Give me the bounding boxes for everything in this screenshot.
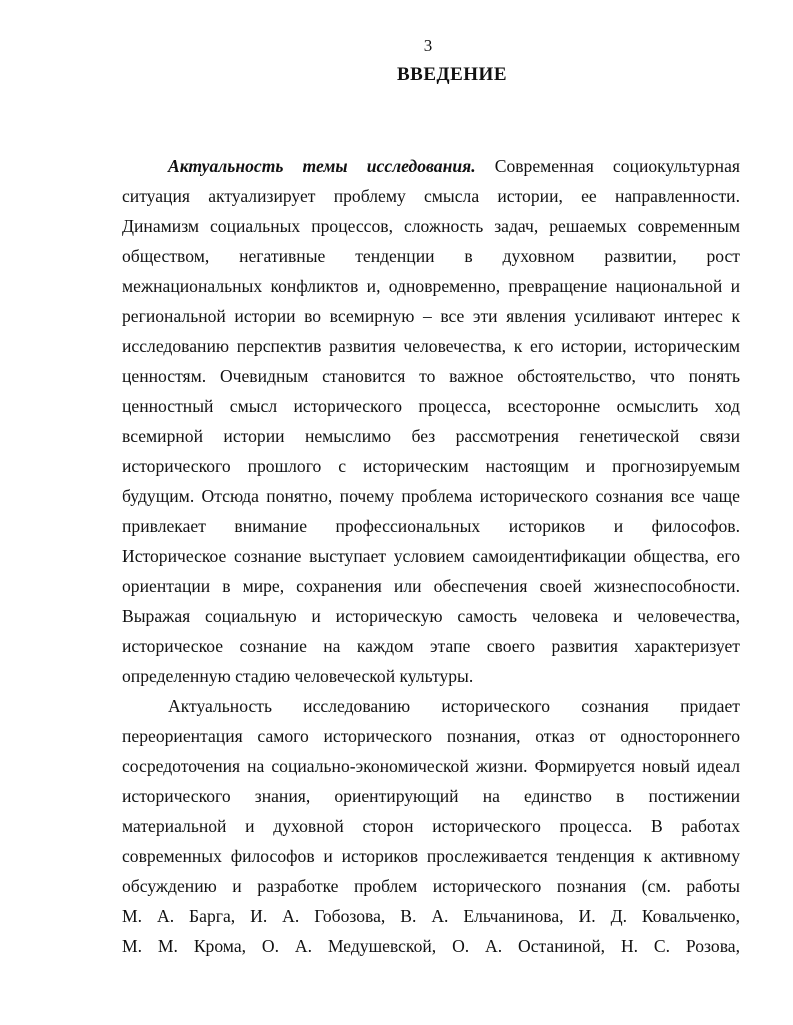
paragraph-1	[122, 151, 740, 691]
text-line: привлекает внимание профессиональных историков и философов.	[122, 516, 740, 536]
text-line: ориентации в мире, сохранения или обеспечения своей жизнеспособности.	[122, 576, 740, 596]
lead-emphasis: Актуальность темы исследования.	[168, 156, 476, 176]
text-line: будущим. Отсюда понятно, почему проблема исторического сознания все чаще	[122, 486, 740, 506]
text-line: исторического прошлого с историческим настоящим и прогнозируемым	[122, 456, 740, 476]
text-line-rest: Современная социокультурная	[475, 156, 740, 176]
text-line: Историческое сознание выступает условием самоидентификации общества, его	[122, 546, 740, 566]
text-line: ситуация актуализирует проблему смысла истории, ее направленности.	[122, 186, 740, 206]
section-heading: ВВЕДЕНИЕ	[397, 64, 507, 85]
text-line: материальной и духовной сторон исторического процесса. В работах	[122, 816, 740, 836]
text-line: современных философов и историков прослеживается тенденция к активному	[122, 846, 740, 866]
text-line: ценностям. Очевидным становится то важное обстоятельство, что понять	[122, 366, 740, 386]
text-line: сосредоточения на социально-экономической жизни. Формируется новый идеал	[122, 756, 740, 776]
text-line: переориентация самого исторического познания, отказ от одностороннего	[122, 726, 740, 746]
text-line: межнациональных конфликтов и, одновременно, превращение национальной и	[122, 276, 740, 296]
text-line: ценностный смысл исторического процесса, всесторонне осмыслить ход	[122, 396, 740, 416]
text-line: обществом, негативные тенденции в духовном развитии, рост	[122, 246, 740, 266]
paragraph-2	[122, 691, 740, 961]
body-text	[122, 151, 740, 961]
text-line: всемирной истории немыслимо без рассмотрения генетической связи	[122, 426, 740, 446]
page-number: 3	[423, 36, 433, 55]
text-line: Выражая социальную и историческую самость человека и человечества,	[122, 606, 740, 626]
text-line: М. А. Барга, И. А. Гобозова, В. А. Ельчанинова, И. Д. Ковальченко,	[122, 906, 740, 926]
text-line: Динамизм социальных процессов, сложность задач, решаемых современным	[122, 216, 740, 236]
text-line: историческое сознание на каждом этапе своего развития характеризует	[122, 636, 740, 656]
text-line: исследованию перспектив развития человечества, к его истории, историческим	[122, 336, 740, 356]
text-line: региональной истории во всемирную – все эти явления усиливают интерес к	[122, 306, 740, 326]
text-line: Актуальность исследованию исторического сознания придает	[168, 696, 740, 716]
text-line	[122, 151, 740, 181]
text-line: исторического знания, ориентирующий на единство в постижении	[122, 786, 740, 806]
text-line: обсуждению и разработке проблем исторического познания (см. работы	[122, 876, 740, 896]
text-line: М. М. Крома, О. А. Медушевской, О. А. Останиной, Н. С. Розова,	[122, 936, 740, 956]
text-line: определенную стадию человеческой культуры.	[122, 666, 474, 686]
